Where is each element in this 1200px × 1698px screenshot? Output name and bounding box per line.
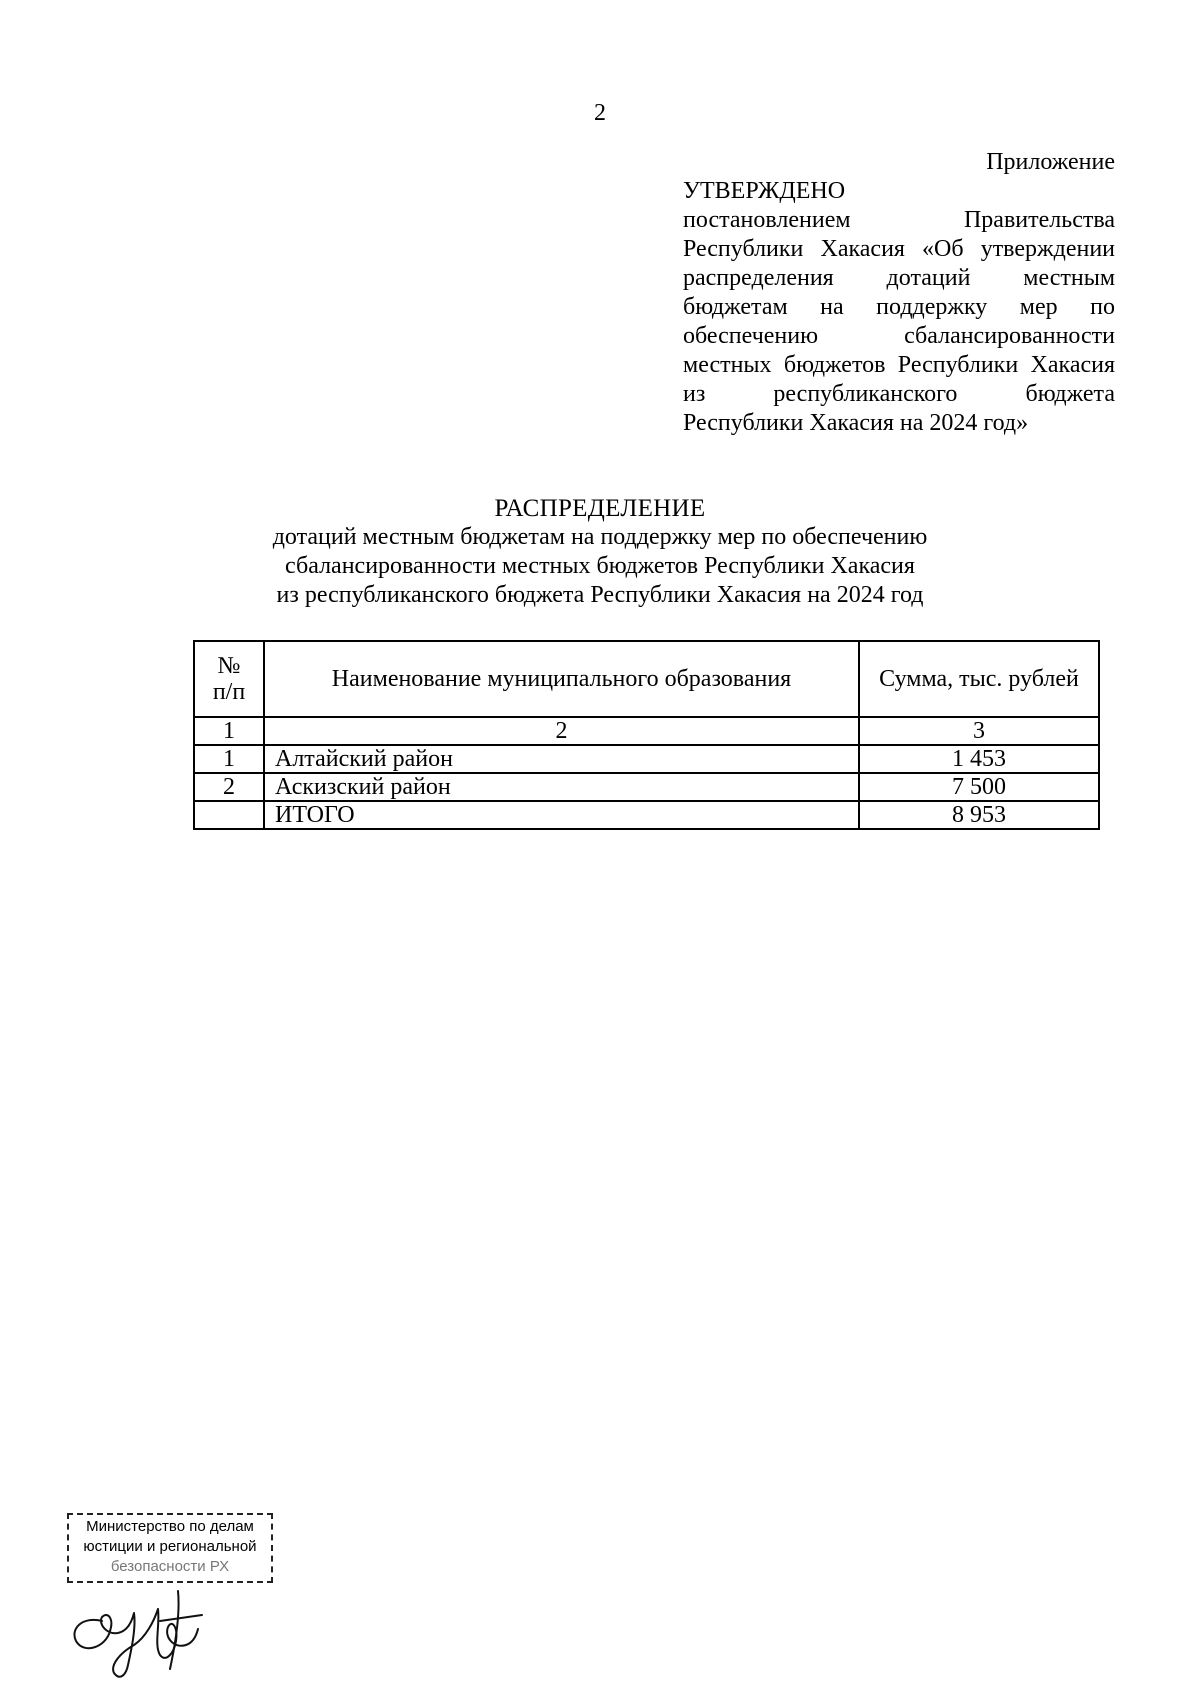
handwritten-signature [62,1561,222,1686]
table-header-row [194,641,1099,717]
column-number: 3 [859,717,1099,745]
document-heading [0,494,1200,610]
distribution-table [193,640,1100,830]
column-number: 2 [264,717,859,745]
stamp-line-1: Министерство по делам [86,1518,254,1535]
header-number: № п/п [194,641,264,717]
subtitle-line-2: сбалансированности местных бюджетов Республики Хакасия [285,553,915,579]
subtitle-line-1: дотаций местным бюджетам на поддержку мер по обеспечению [272,524,928,550]
subsidy-sum: 1 453 [859,745,1099,773]
row-number: 1 [194,745,264,773]
total-row [194,801,1099,829]
row-number: 2 [194,773,264,801]
municipality-name: Аскизский район [264,773,859,801]
approved-label: УТВЕРЖДЕНО [683,178,846,204]
municipality-name: Алтайский район [264,745,859,773]
subtitle-line-3: из республиканского бюджета Республики Хакасия на 2024 год [276,582,924,608]
column-number-row [194,717,1099,745]
appendix-label: Приложение [986,149,1115,175]
stamp-line-3: безопасности РХ [110,1558,230,1575]
page-number: 2 [594,100,606,126]
decree-text: постановлением Правительства Республики Хакасия «Об утверждении распределения дотаций местным бюджетам на поддержку мер по обеспечению сбалансированности местных бюджетов Республики Хакасия из республиканского бюджета Республики Хакасия на 2024 год» [683,207,1115,436]
total-sum: 8 953 [859,801,1099,829]
stamp-line-2: юстиции и региональной [83,1538,257,1555]
approval-stamp-area [62,1513,282,1683]
appendix-block [683,148,1115,438]
header-municipality: Наименование муниципального образования [264,641,859,717]
table-row [194,773,1099,801]
document-title: РАСПРЕДЕЛЕНИЕ [494,495,706,522]
total-number [194,801,264,829]
column-number: 1 [194,717,264,745]
subsidy-sum: 7 500 [859,773,1099,801]
table-row [194,745,1099,773]
total-label: ИТОГО [264,801,859,829]
header-sum: Сумма, тыс. рублей [859,641,1099,717]
